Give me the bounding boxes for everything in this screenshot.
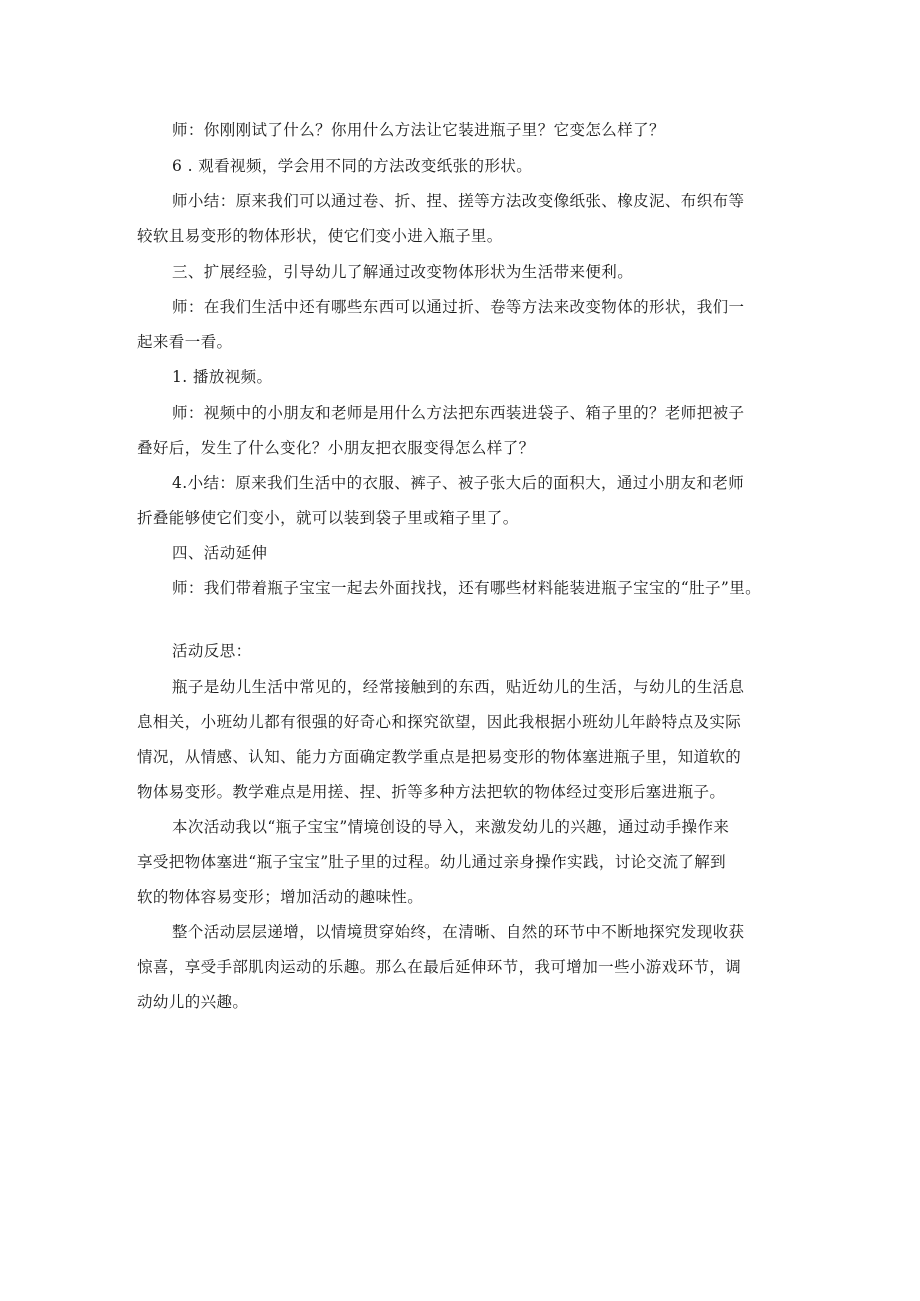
text-line: 息相关，小班幼儿都有很强的好奇心和探究欲望，因此我根据小班幼儿年龄特点及实际 (137, 713, 742, 731)
text-line: 物体易变形。教学难点是用搓、捏、折等多种方法把软的物体经过变形后塞进瓶子。 (137, 783, 726, 801)
section-heading: 活动反思： (172, 642, 252, 660)
text-line: 四、活动延伸 (172, 544, 268, 562)
text-line: 折叠能够使它们变小，就可以装到袋子里或箱子里了。 (137, 509, 519, 527)
text-line: 情况，从情感、认知、能力方面确定教学重点是把易变形的物体塞进瓶子里，知道软的 (137, 748, 742, 766)
text-line: 师：视频中的小朋友和老师是用什么方法把东西装进袋子、箱子里的？老师把被子 (172, 404, 745, 422)
text-line: 6 . 观看视频，学会用不同的方法改变纸张的形状。 (172, 157, 533, 175)
text-line: 享受把物体塞进“瓶子宝宝”肚子里的过程。幼儿通过亲身操作实践，讨论交流了解到 (137, 853, 727, 871)
text-line: 动幼儿的兴趣。 (137, 993, 249, 1011)
text-line: 瓶子是幼儿生活中常见的，经常接触到的东西，贴近幼儿的生活，与幼儿的生活息 (172, 678, 745, 696)
text-line: 较软且易变形的物体形状，使它们变小进入瓶子里。 (137, 227, 503, 245)
text-line: 1. 播放视频。 (172, 368, 273, 386)
text-line: 师：在我们生活中还有哪些东西可以通过折、卷等方法来改变物体的形状，我们一 (172, 298, 745, 316)
text-line: 三、扩展经验，引导幼儿了解通过改变物体形状为生活带来便利。 (172, 263, 634, 281)
text-line: 本次活动我以“瓶子宝宝”情境创设的导入，来激发幼儿的兴趣，通过动手操作来 (172, 818, 730, 836)
text-line: 叠好后，发生了什么变化？小朋友把衣服变得怎么样了？ (137, 439, 535, 457)
text-line: 师小结：原来我们可以通过卷、折、捏、搓等方法改变像纸张、橡皮泥、布织布等 (172, 192, 745, 210)
text-line: 起来看一看。 (137, 333, 233, 351)
text-line: 4.小结：原来我们生活中的衣服、裤子、被子张大后的面积大，通过小朋友和老师 (172, 474, 745, 492)
text-line: 软的物体容易变形；增加活动的趣味性。 (137, 888, 424, 906)
text-line: 师：我们带着瓶子宝宝一起去外面找找，还有哪些材料能装进瓶子宝宝的“肚子”里。 (172, 579, 762, 597)
text-line: 惊喜，享受手部肌肉运动的乐趣。那么在最后延伸环节，我可增加一些小游戏环节，调 (137, 958, 742, 976)
text-line: 整个活动层层递增，以情境贯穿始终，在清晰、自然的环节中不断地探究发现收获 (172, 923, 745, 941)
text-line: 师：你刚刚试了什么？你用什么方法让它装进瓶子里？它变怎么样了？ (172, 121, 665, 139)
